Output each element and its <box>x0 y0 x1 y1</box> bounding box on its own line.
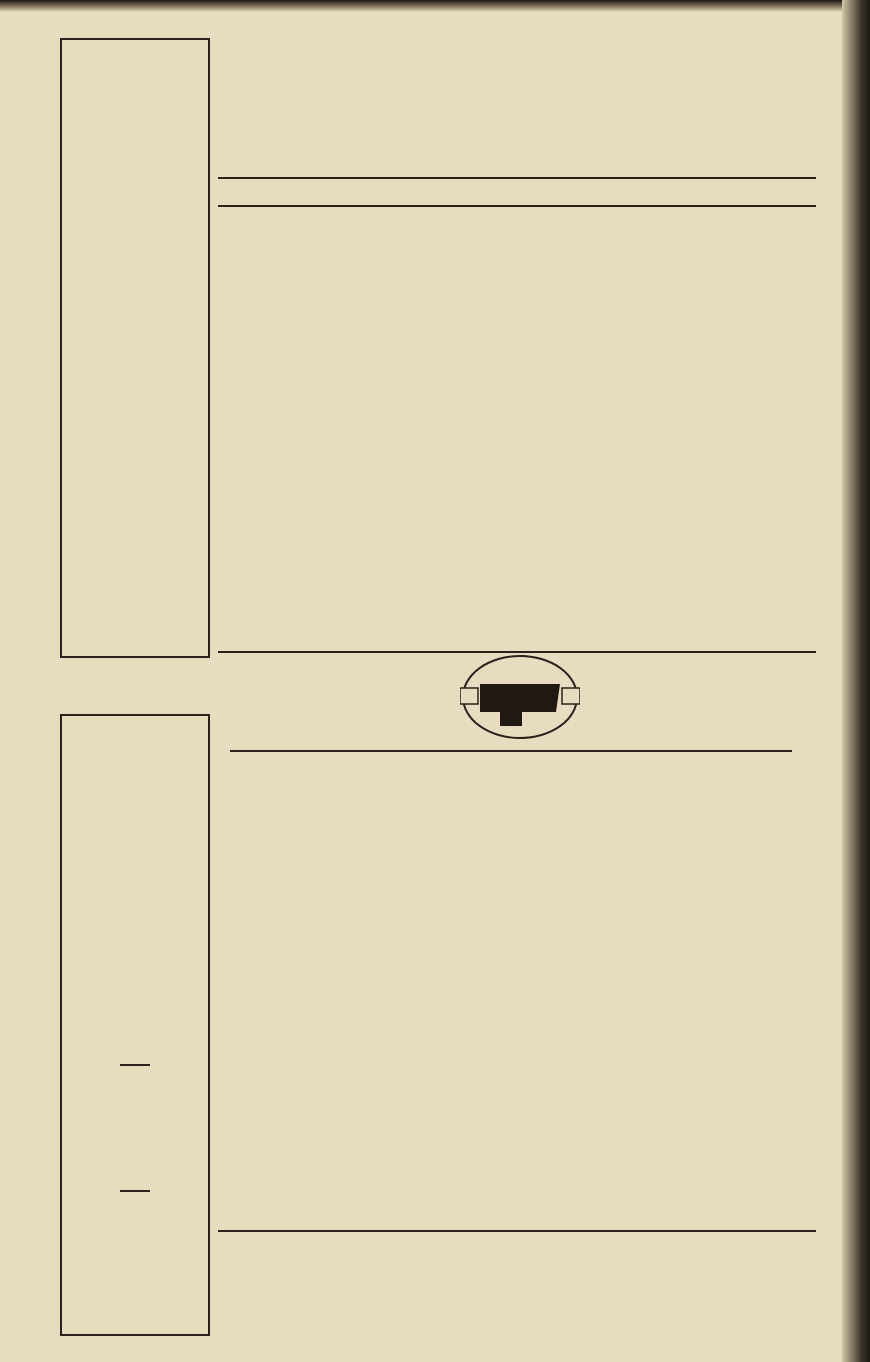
fredjohns-rule-bottom <box>230 750 792 752</box>
header-rule-top <box>218 177 816 179</box>
fredjohns-logo-icon <box>460 654 580 740</box>
brown-rule-top <box>218 1230 816 1232</box>
bliven-ad-rotated <box>62 40 210 658</box>
fredjohns-rule-top <box>218 651 816 653</box>
reese-ad <box>60 714 210 1336</box>
bliven-ad <box>60 38 210 658</box>
reese-divider <box>120 1190 150 1192</box>
page-edge-shadow <box>842 0 870 1362</box>
reese-divider <box>120 1064 150 1066</box>
page-top-shadow <box>0 0 870 12</box>
header-rule-bottom <box>218 205 816 207</box>
